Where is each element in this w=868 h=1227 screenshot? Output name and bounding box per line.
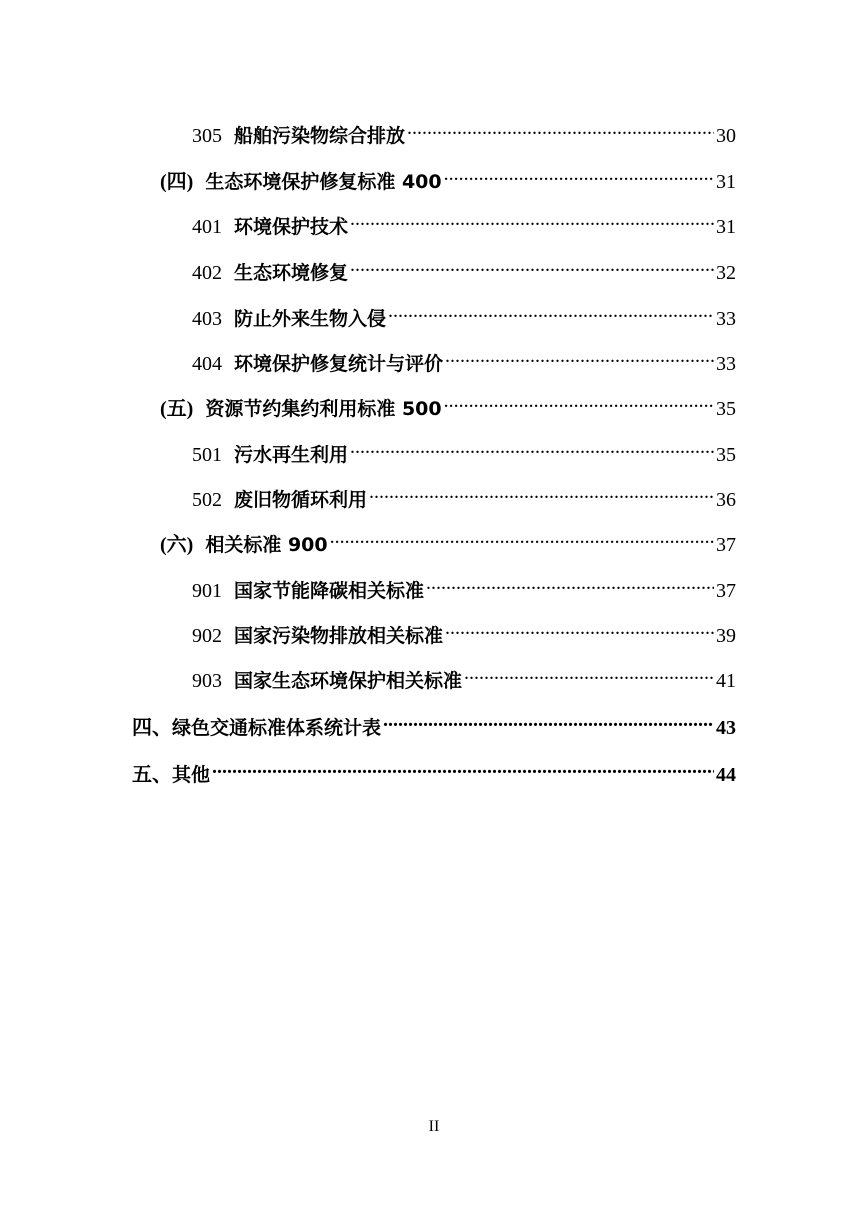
toc-dot-leader bbox=[426, 567, 714, 597]
toc-entry[interactable] bbox=[160, 521, 736, 556]
toc-dot-leader bbox=[445, 612, 714, 642]
toc-entry-title: 生态环境保护修复标准 400 bbox=[205, 171, 442, 193]
toc-entry-page: 35 bbox=[716, 444, 736, 466]
toc-dot-leader bbox=[407, 112, 714, 142]
toc-dot-leader bbox=[383, 704, 714, 734]
toc-entry-page: 31 bbox=[716, 171, 736, 193]
toc-dot-leader bbox=[464, 657, 714, 687]
toc-entry-page: 44 bbox=[716, 764, 736, 786]
toc-entry-number: 305 bbox=[192, 125, 222, 147]
toc-dot-leader bbox=[350, 431, 714, 461]
toc-entry-title: 船舶污染物综合排放 bbox=[234, 125, 406, 147]
toc-entry[interactable] bbox=[192, 249, 736, 284]
toc-dot-leader bbox=[388, 295, 714, 325]
toc-entry[interactable] bbox=[192, 476, 736, 511]
toc-entry[interactable] bbox=[192, 567, 736, 602]
toc-entry-page: 39 bbox=[716, 625, 736, 647]
toc-entry[interactable] bbox=[192, 203, 736, 238]
toc-entry[interactable] bbox=[160, 158, 736, 193]
toc-entry-title: 其他 bbox=[172, 764, 211, 786]
toc-entry-number: 502 bbox=[192, 489, 222, 511]
toc-entry-number: (四) bbox=[160, 171, 194, 193]
toc-entry-number: (六) bbox=[160, 534, 194, 556]
toc-dot-leader bbox=[445, 340, 714, 370]
toc-entry-number: (五) bbox=[160, 398, 194, 420]
toc-entry[interactable] bbox=[132, 751, 736, 786]
toc-entry[interactable] bbox=[160, 385, 736, 420]
toc-entry-title: 国家生态环境保护相关标准 bbox=[234, 670, 463, 692]
toc-entry-title: 生态环境修复 bbox=[234, 262, 349, 284]
toc-dot-leader bbox=[350, 203, 714, 233]
toc-entry-number: 四、 bbox=[132, 717, 172, 739]
toc-entry[interactable] bbox=[192, 295, 736, 330]
toc-dot-leader bbox=[330, 521, 714, 551]
toc-entry-page: 33 bbox=[716, 353, 736, 375]
toc-dot-leader bbox=[444, 385, 714, 415]
toc-entry-number: 403 bbox=[192, 308, 222, 330]
toc-dot-leader bbox=[444, 158, 714, 188]
toc-entry-number: 902 bbox=[192, 625, 222, 647]
toc-entry-number: 501 bbox=[192, 444, 222, 466]
toc-entry-title: 环境保护技术 bbox=[234, 216, 349, 238]
toc-dot-leader bbox=[212, 751, 714, 781]
toc-entry-page: 41 bbox=[716, 670, 736, 692]
toc-entry-page: 36 bbox=[716, 489, 736, 511]
toc-entry-page: 30 bbox=[716, 125, 736, 147]
toc-entry-page: 31 bbox=[716, 216, 736, 238]
toc-entry-number: 404 bbox=[192, 353, 222, 375]
toc-entry-page: 32 bbox=[716, 262, 736, 284]
toc-entry[interactable] bbox=[192, 657, 736, 692]
toc-entry-title: 防止外来生物入侵 bbox=[234, 308, 387, 330]
toc-entry-title: 废旧物循环利用 bbox=[234, 489, 368, 511]
toc-entry-title: 资源节约集约利用标准 500 bbox=[205, 398, 442, 420]
toc-entry-page: 43 bbox=[716, 717, 736, 739]
toc-entry-number: 401 bbox=[192, 216, 222, 238]
toc-entry-number: 402 bbox=[192, 262, 222, 284]
toc-entry-number: 901 bbox=[192, 580, 222, 602]
toc-entry[interactable] bbox=[192, 340, 736, 375]
toc-dot-leader bbox=[369, 476, 714, 506]
toc-dot-leader bbox=[350, 249, 714, 279]
toc-entry[interactable] bbox=[132, 704, 736, 739]
toc-entry-title: 绿色交通标准体系统计表 bbox=[172, 717, 382, 739]
toc-entry-page: 35 bbox=[716, 398, 736, 420]
toc-entry-page: 33 bbox=[716, 308, 736, 330]
toc-entry-number: 五、 bbox=[132, 764, 172, 786]
toc-entry-number: 903 bbox=[192, 670, 222, 692]
toc-entry[interactable] bbox=[192, 612, 736, 647]
toc-entry-title: 相关标准 900 bbox=[205, 534, 328, 556]
toc-entry-title: 国家污染物排放相关标准 bbox=[234, 625, 444, 647]
page-number: II bbox=[428, 1118, 440, 1135]
toc-entry-page: 37 bbox=[716, 534, 736, 556]
toc-entry-title: 环境保护修复统计与评价 bbox=[234, 353, 444, 375]
toc-entry[interactable] bbox=[192, 112, 736, 147]
toc-entry[interactable] bbox=[192, 431, 736, 466]
toc-entry-page: 37 bbox=[716, 580, 736, 602]
toc-entry-title: 国家节能降碳相关标准 bbox=[234, 580, 425, 602]
toc-entry-title: 污水再生利用 bbox=[234, 444, 349, 466]
